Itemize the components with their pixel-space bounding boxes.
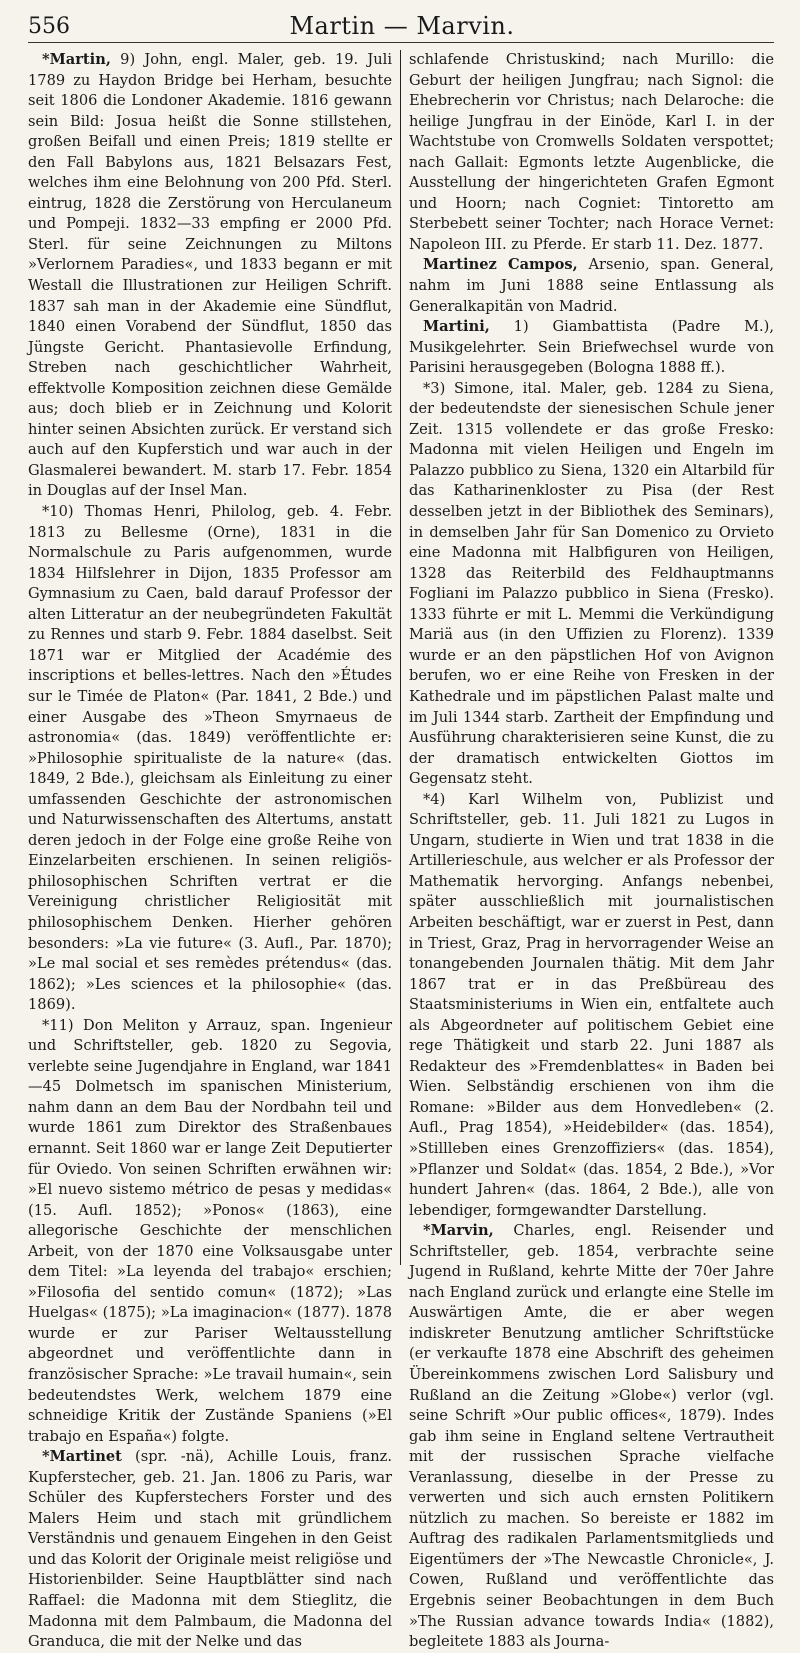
entry-headword: *Martin, <box>42 51 111 68</box>
entry-text: (spr. -nä), Achille Louis, franz. Kupferstecher, geb. 21. Jan. 1806 zu Paris, war Schüler des Kupferstechers Forster und des Malers Heim und stach mit gründlichem Verständnis und genauem Eingehen in den Geist und das Kolorit der Originale meist religiöse und Historienbilder. Seine Hauptblätter sind nach Raffael: die Madonna mit dem Stieglitz, die Madonna mit dem Palmbaum, die Madonna del Granduca, die mit der Nelke und das <box>28 1448 392 1651</box>
entry-text: *3) Simone, ital. Maler, geb. 1284 zu Siena, der bedeutendste der sienesischen Schule jener Zeit. 1315 vollendete er das große Fresko: Madonna mit vielen Heiligen und Engeln im Palazzo pubblico zu Siena, 1320 ein Altarbild für das Katharinenkloster zu Pisa (der Rest desselben jetzt in der Bibliothek des Seminars), in demselben Jahr für San Domenico zu Orvieto eine Madonna mit Halbfiguren von Heiligen, 1328 das Reiterbild des Feldhauptmanns Fogliani im Palazzo pubblico in Siena (Fresko). 1333 führte er mit L. Memmi die Verkündigung Mariä aus (in den Uffizien zu Florenz). 1339 wurde er an den päpstlichen Hof von Avignon berufen, wo er eine Reihe von Fresken in der Kathedrale und im päpstlichen Palast malte und im Juli 1344 starb. Zartheit der Empfindung und Ausführung charakterisieren seine Kunst, die zu der dramatisch entwickelten Giottos im Gegensatz steht. <box>409 379 774 788</box>
entry-text: 1) Giambattista (Padre M.), Musikgelehrter. Sein Briefwechsel wurde von Parisini herausgegeben (Bologna 1888 ff.). <box>409 318 774 377</box>
entry-text: 9) John, engl. Maler, geb. 19. Juli 1789 zu Haydon Bridge bei Herham, besuchte seit 1806 die Londoner Akademie. 1816 gewann sein Bild: Josua heißt die Sonne stillstehen, großen Beifall und einen Preis; 1819 stellte er den Fall Babylons aus, 1821 Belsazars Fest, welches ihm eine Belohnung von 200 Pfd. Sterl. eintrug, 1828 die Zerstörung von Herculaneum und Pompeji. 1832—33 empfing er 2000 Pfd. Sterl. für seine Zeichnungen zu Miltons »Verlornem Paradies«, und 1833 begann er mit Westall die Illustrationen zur Heiligen Schrift. 1837 sah man in der Akademie eine Sündflut, 1840 einen Vorabend der Sündflut, 1850 das Jüngste Gericht. Phantasievolle Erfindung, Streben nach geschichtlicher Wahrheit, effektvolle Komposition zeichnen diese Gemälde aus; doch blieb er in Zeichnung und Kolorit hinter seinen Absichten zurück. Er verstand sich auch auf den Kupferstich und war auch in der Glasmalerei bewandert. M. starb 17. Febr. 1854 in Douglas auf der Insel Man. <box>28 51 392 500</box>
entry-martini-simone <box>409 379 774 790</box>
page-number: 556 <box>28 14 70 39</box>
entry-martin-meliton <box>28 1016 392 1447</box>
entry-martin-thomas-henri <box>28 502 392 1016</box>
entry-martinez-campos <box>409 255 774 317</box>
entry-text: *4) Karl Wilhelm von, Publizist und Schriftsteller, geb. 11. Juli 1821 zu Lugos in Ungarn, studierte in Wien und trat 1838 in die Artillerieschule, aus welcher er als Professor der Mathematik hervorging. Anfangs nebenbei, später ausschließlich mit journalistischen Arbeiten beschäftigt, war er zuerst in Pest, dann in Triest, Graz, Prag in hervorragender Weise an tonangebenden Journalen thätig. Mit dem Jahr 1867 trat er in das Preßbüreau des Staatsministeriums in Wien ein, entfaltete auch als Abgeordneter auf politischem Gebiet eine rege Thätigkeit und starb 22. Juni 1887 als Redakteur des »Fremdenblattes« in Baden bei Wien. Selbständig erschienen von ihm die Romane: »Bilder aus dem Honvedleben« (2. Aufl., Prag 1854), »Heidebilder« (das. 1854), »Stillleben eines Grenzoffiziers« (das. 1854), »Pflanzer und Soldat« (das. 1854, 2 Bde.), »Vor hundert Jahren« (das. 1864, 2 Bde.), alle von lebendiger, formgewandter Darstellung. <box>409 790 774 1219</box>
entry-text: Arsenio, span. General, nahm im Juni 1888 seine Entlassung als Generalkapitän von Madrid. <box>409 256 774 315</box>
running-head: Martin — Marvin. <box>289 12 515 40</box>
entry-martini-karl-wilhelm <box>409 790 774 1221</box>
entry-martinet-continued <box>409 50 774 255</box>
entry-text: schlafende Christuskind; nach Murillo: die Geburt der heiligen Jungfrau; nach Signol: die Ehebrecherin vor Christus; nach Delaroche: die heilige Jungfrau in der Einöde, Karl I. in der Wachtstube von Cromwells Soldaten verspottet; nach Gallait: Egmonts letzte Augenblicke, die Ausstellung der hingerichteten Grafen Egmont und Hoorn; nach Cogniet: Tintoretto am Sterbebett seiner Tochter; nach Horace Vernet: Napoleon III. zu Pferde. Er starb 11. Dez. 1877. <box>409 51 774 253</box>
entry-headword: *Marvin, <box>423 1222 494 1240</box>
entry-headword: Martini, <box>423 318 490 336</box>
entry-martinet <box>28 1447 392 1652</box>
right-column <box>401 50 774 1651</box>
left-column <box>28 50 401 1651</box>
entry-marvin <box>409 1221 774 1652</box>
page-header <box>28 8 774 43</box>
entry-text: Charles, engl. Reisender und Schriftsteller, geb. 1854, verbrachte seine Jugend in Rußland, kehrte Mitte der 70er Jahre nach England zurück und erlangte eine Stelle im Auswärtigen Amte, die er aber wegen indiskreter Benutzung amtlicher Schriftstücke (er verkaufte 1878 eine Abschrift des geheimen Übereinkommens zwischen Lord Salisbury und Rußland an die Zeitung »Globe«) verlor (vgl. seine Schrift »Our public offices«, 1879). Indes gab ihm seine in England seltene Vertrautheit mit der russischen Sprache vielfache Veranlassung, dieselbe in der Presse zu verwerten und sich auch ernsten Politikern nützlich zu machen. So bereiste er 1882 im Auftrag des radikalen Parlamentsmitglieds und Eigentümers der »The Newcastle Chronicle«, J. Cowen, Rußland und veröffentlichte das Ergebnis seiner Beobachtungen in dem Buch »The Russian advance towards India« (1882), begleitete 1883 als Journa- <box>409 1222 774 1651</box>
entry-martini-giambattista <box>409 317 774 379</box>
entry-headword: Martinez Campos, <box>423 256 578 274</box>
entry-martin-john <box>28 50 392 502</box>
entry-text: *11) Don Meliton y Arrauz, span. Ingenieur und Schriftsteller, geb. 1820 zu Segovia, verlebte seine Jugendjahre in England, war 1841—45 Dolmetsch im spanischen Ministerium, nahm dann an dem Bau der Nordbahn teil und wurde 1861 zum Direktor des Straßenbaues ernannt. Seit 1860 war er lange Zeit Deputierter für Oviedo. Von seinen Schriften erwähnen wir: »El nuevo sistemo métrico de pesas y medidas« (15. Aufl. 1852); »Ponos« (1863), eine allegorische Geschichte der menschlichen Arbeit, von der 1870 eine Volksausgabe unter dem Titel: »La leyenda del trabajo« erschien; »Filosofia del sentido comun« (1872); »Las Huelgas« (1875); »La imaginacion« (1877). 1878 wurde er zur Pariser Weltausstellung abgeordnet und veröffentlichte dann in französischer Sprache: »Le travail humain«, sein bedeutendstes Werk, welchem 1879 eine schneidige Kritik der Zustände Spaniens (»El trabajo en España«) folgte. <box>28 1016 392 1445</box>
entry-text: *10) Thomas Henri, Philolog, geb. 4. Febr. 1813 zu Bellesme (Orne), 1831 in die Normalschule zu Paris aufgenommen, wurde 1834 Hilfslehrer in Dijon, 1835 Professor am Gymnasium zu Caen, bald darauf Professor der alten Litteratur an der neubegründeten Fakultät zu Rennes und starb 9. Febr. 1884 daselbst. Seit 1871 war er Mitglied der Académie des inscriptions et belles-lettres. Nach den »Études sur le Timée de Platon« (Par. 1841, 2 Bde.) und einer Ausgabe des »Theon Smyrnaeus de astronomia« (das. 1849) veröffentlichte er: »Philosophie spiritualiste de la nature« (das. 1849, 2 Bde.), gleichsam als Einleitung zu einer umfassenden Geschichte der astronomischen und Naturwissenschaften des Altertums, anstatt deren jedoch in der Folge eine große Reihe von Einzelarbeiten erschienen. In seinen religiös-philosophischen Schriften vertrat er die Vereinigung christlicher Religiosität mit philosophischem Denken. Hierher gehören besonders: »La vie future« (3. Aufl., Par. 1870); »Le mal social et ses remèdes prétendus« (das. 1862); »Les sciences et la philosophie« (das. 1869). <box>28 503 392 1014</box>
text-columns <box>28 50 774 1651</box>
entry-headword: *Martinet <box>42 1448 122 1466</box>
